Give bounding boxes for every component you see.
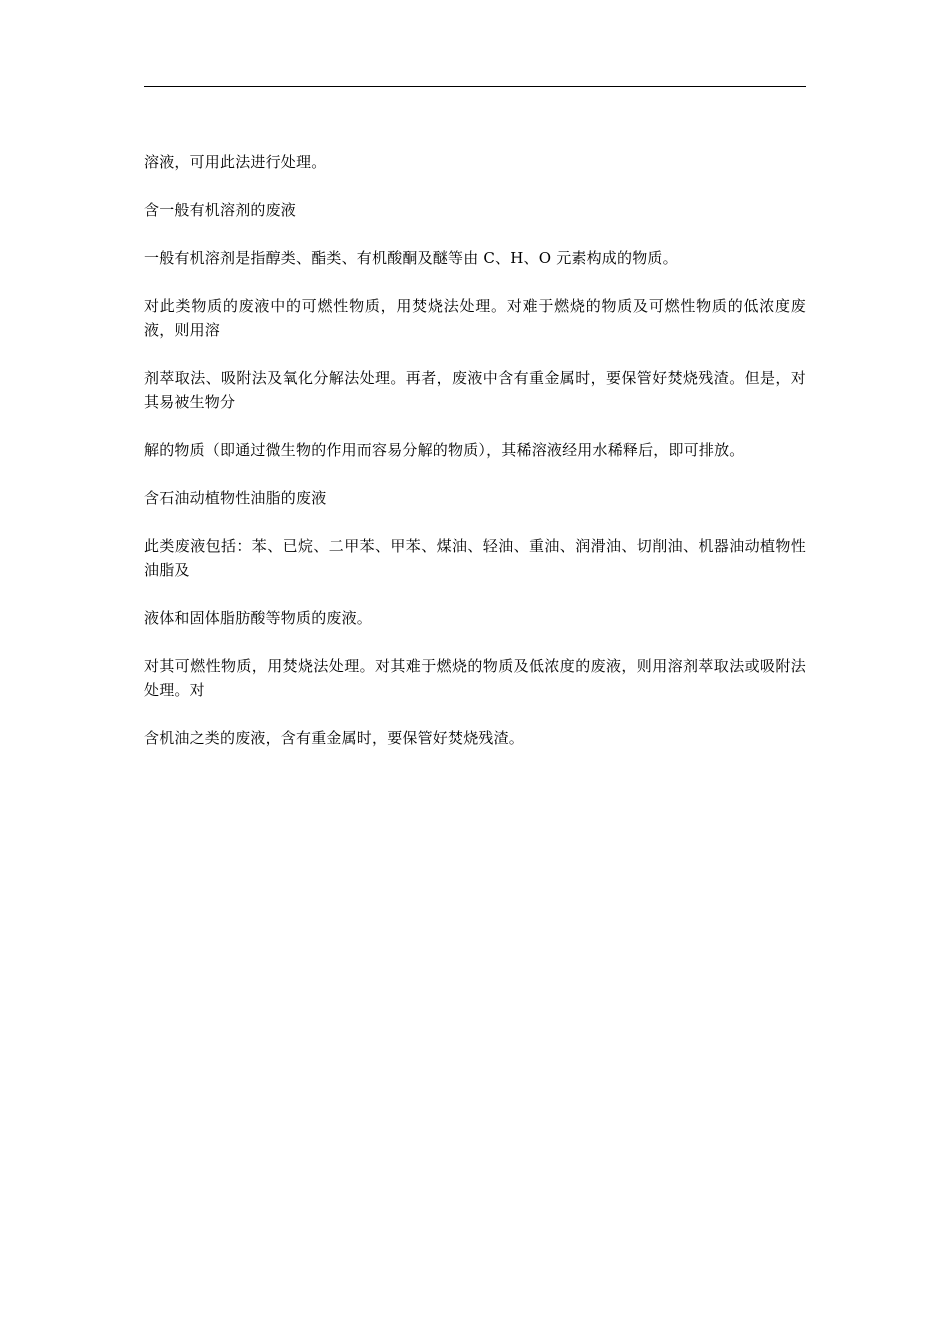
paragraph-5: 剂萃取法、吸附法及氧化分解法处理。再者，废液中含有重金属时，要保管好焚烧残渣。但是，对其易被生物分 bbox=[144, 369, 806, 411]
section-heading-organic-solvents: 含一般有机溶剂的废液 bbox=[144, 201, 297, 219]
header-rule bbox=[144, 86, 806, 87]
paragraph-11: 含机油之类的废液，含有重金属时，要保管好焚烧残渣。 bbox=[144, 729, 525, 747]
paragraph-10: 对其可燃性物质，用焚烧法处理。对其难于燃烧的物质及低浓度的废液，则用溶剂萃取法或吸附法处理。对 bbox=[144, 657, 806, 699]
paragraph-1: 溶液，可用此法进行处理。 bbox=[144, 153, 327, 171]
section-heading-oils-fats: 含石油动植物性油脂的废液 bbox=[144, 489, 327, 507]
paragraph-4: 对此类物质的废液中的可燃性物质，用焚烧法处理。对难于燃烧的物质及可燃性物质的低浓度废液，则用溶 bbox=[144, 297, 806, 339]
document-body bbox=[144, 150, 806, 774]
paragraph-8: 此类废液包括：苯、已烷、二甲苯、甲苯、煤油、轻油、重油、润滑油、切削油、机器油动植物性油脂及 bbox=[144, 537, 806, 579]
paragraph-3: 一般有机溶剂是指醇类、酯类、有机酸酮及醚等由 C、H、O 元素构成的物质。 bbox=[144, 249, 678, 267]
paragraph-9: 液体和固体脂肪酸等物质的废液。 bbox=[144, 609, 373, 627]
paragraph-6: 解的物质（即通过微生物的作用而容易分解的物质），其稀溶液经用水稀释后，即可排放。 bbox=[144, 441, 745, 459]
